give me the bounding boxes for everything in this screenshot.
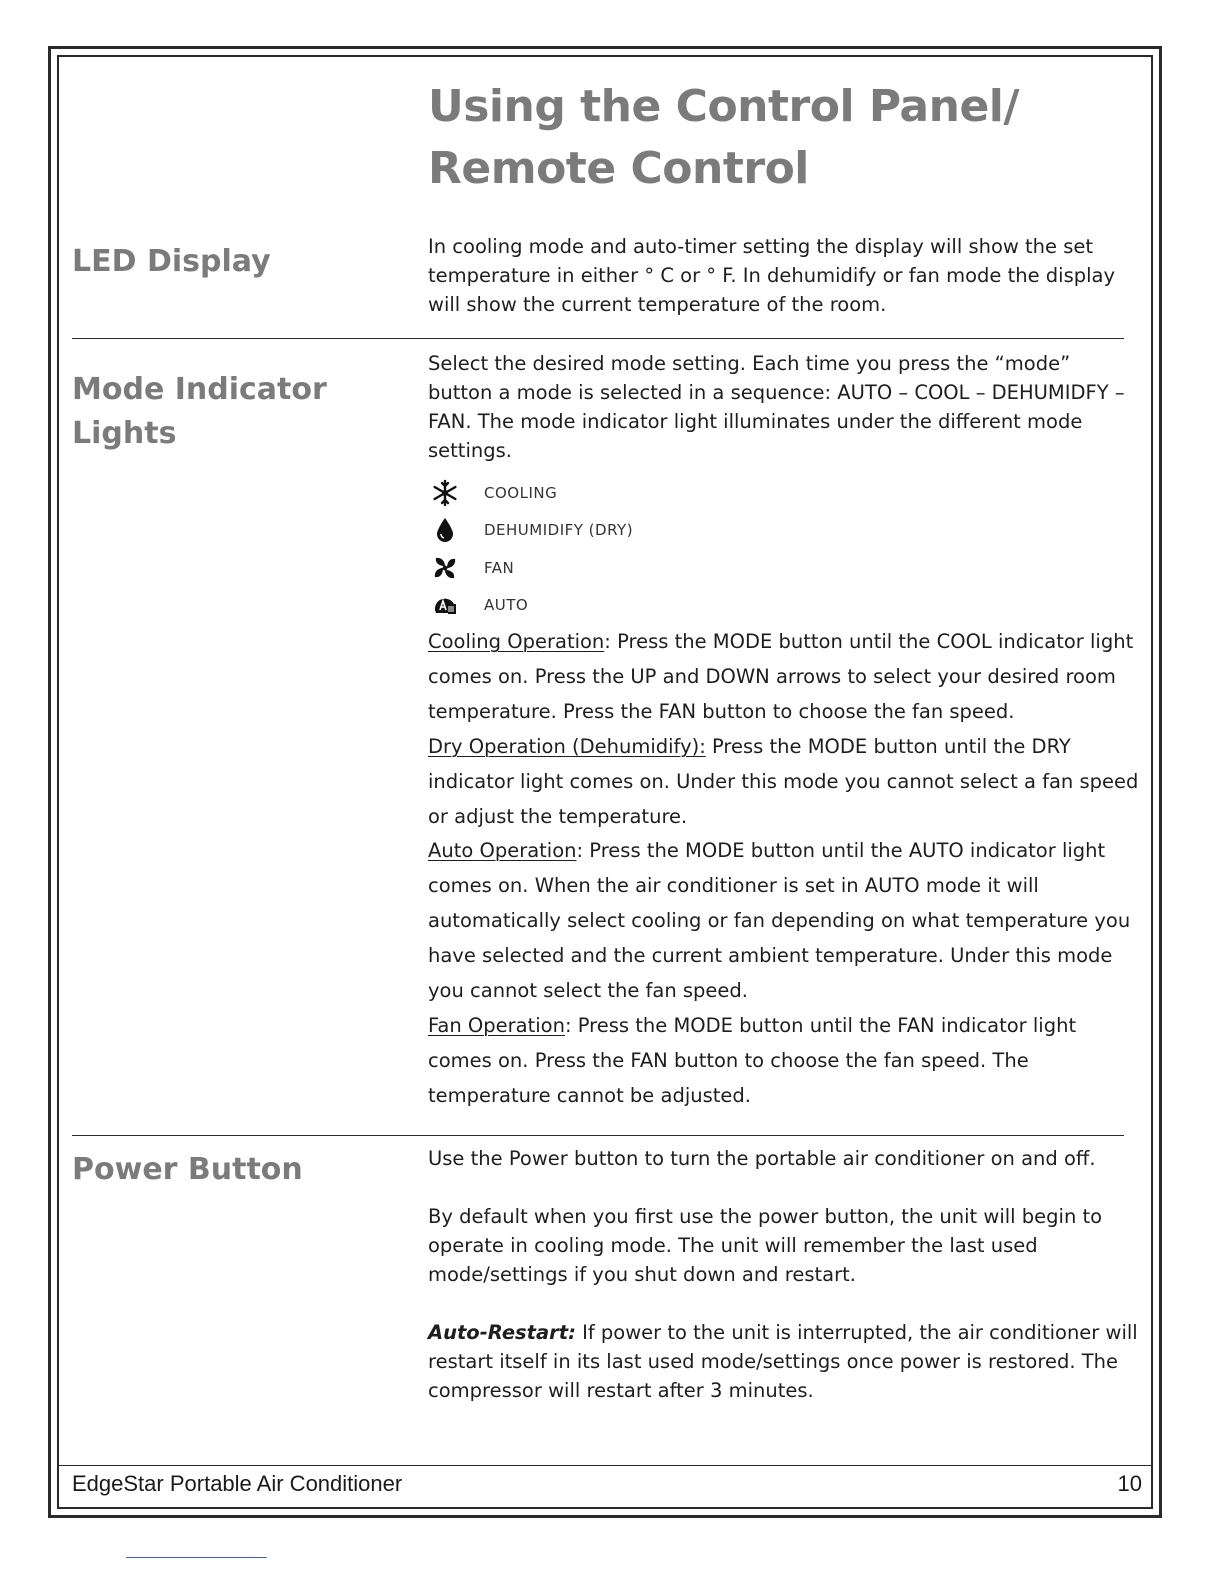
auto-restart-label: Auto-Restart: <box>428 1321 576 1344</box>
mode-label-fan: FAN <box>484 558 515 577</box>
auto-restart-text: If power to the unit is interrupted, the air conditioner will restart itself in its last used mode/settings once power is restored. The compressor will restart after 3 minutes. <box>428 1321 1138 1402</box>
fan-operation-text: : Press the MODE button until the FAN indicator light comes on. Press the FAN button to choose the fan speed. The temperature cannot be adjusted. <box>428 1013 1077 1107</box>
page-title-line-1: Using the Control Panel/ <box>428 81 1019 132</box>
mode-label-dehumidify: DEHUMIDIFY (DRY) <box>484 521 634 540</box>
operation-descriptions <box>428 625 1140 1114</box>
cooling-operation-title: Cooling Operation <box>428 630 605 653</box>
fan-operation-paragraph <box>428 1009 1140 1114</box>
section-divider <box>72 338 1124 339</box>
mode-label-auto: AUTO <box>484 596 529 615</box>
page-title <box>428 76 1019 200</box>
mode-label-cooling: COOLING <box>484 483 558 502</box>
power-default-text: By default when you first use the power button, the unit will begin to operate in cooling mode. The unit will remember the last used mode/settings if you shut down and restart. <box>428 1205 1103 1286</box>
fan-icon <box>430 553 460 583</box>
auto-mode-icon <box>430 590 460 620</box>
power-button-text: Use the Power button to turn the portable air conditioner on and off. <box>428 1147 1096 1170</box>
cooling-operation-text: : Press the MODE button until the COOL indicator light comes on. Press the UP and DOWN arrows to select your desired room temperature. Press the FAN button to choose the fan speed. <box>428 630 1134 723</box>
fan-operation-title: Fan Operation <box>428 1013 565 1037</box>
footer-divider <box>57 1465 1153 1466</box>
mode-item-auto <box>430 587 830 625</box>
water-drop-icon <box>430 515 460 545</box>
snowflake-icon <box>430 478 460 508</box>
page-title-line-2: Remote Control <box>428 143 809 194</box>
led-display-text: In cooling mode and auto-timer setting the display will show the set temperature in either ° C or ° F. In dehumidify or fan mode the display will show the current temperature of the room. <box>428 235 1116 316</box>
auto-operation-title: Auto Operation <box>428 839 577 863</box>
cooling-operation-paragraph <box>428 625 1140 730</box>
mode-list <box>430 474 830 624</box>
mode-item-dehumidify <box>430 512 830 550</box>
mode-item-cooling <box>430 474 830 512</box>
led-display-heading: LED Display <box>72 244 271 279</box>
mode-indicator-heading: Mode Indicator Lights <box>72 372 327 451</box>
auto-operation-text: : Press the MODE button until the AUTO indicator light comes on. When the air conditioner is set in AUTO mode it will automatically select cooling or fan depending on what temperature you have selected and the current ambient temperature. Under this mode you cannot select the fan speed. <box>428 839 1131 1003</box>
dry-operation-paragraph <box>428 730 1140 835</box>
dry-operation-text: Press the MODE button until the DRY indicator light comes on. Under this mode you cannot select a fan speed or adjust the temperature. <box>428 734 1139 828</box>
bottom-scan-mark <box>126 1557 267 1558</box>
auto-operation-paragraph <box>428 834 1140 1009</box>
mode-indicator-intro: Select the desired mode setting. Each time you press the “mode” button a mode is selected in a sequence: AUTO – COOL – DEHUMIDFY – FAN. The mode indicator light illuminates under the different mode settings. <box>428 352 1125 462</box>
power-button-heading: Power Button <box>72 1152 303 1187</box>
auto-restart-paragraph <box>428 1318 1140 1405</box>
page-number: 10 <box>1117 1471 1142 1496</box>
dry-operation-title: Dry Operation (Dehumidify): <box>428 734 706 758</box>
mode-item-fan <box>430 549 830 587</box>
footer-product-name: EdgeStar Portable Air Conditioner <box>72 1471 403 1496</box>
section-divider <box>72 1135 1124 1136</box>
